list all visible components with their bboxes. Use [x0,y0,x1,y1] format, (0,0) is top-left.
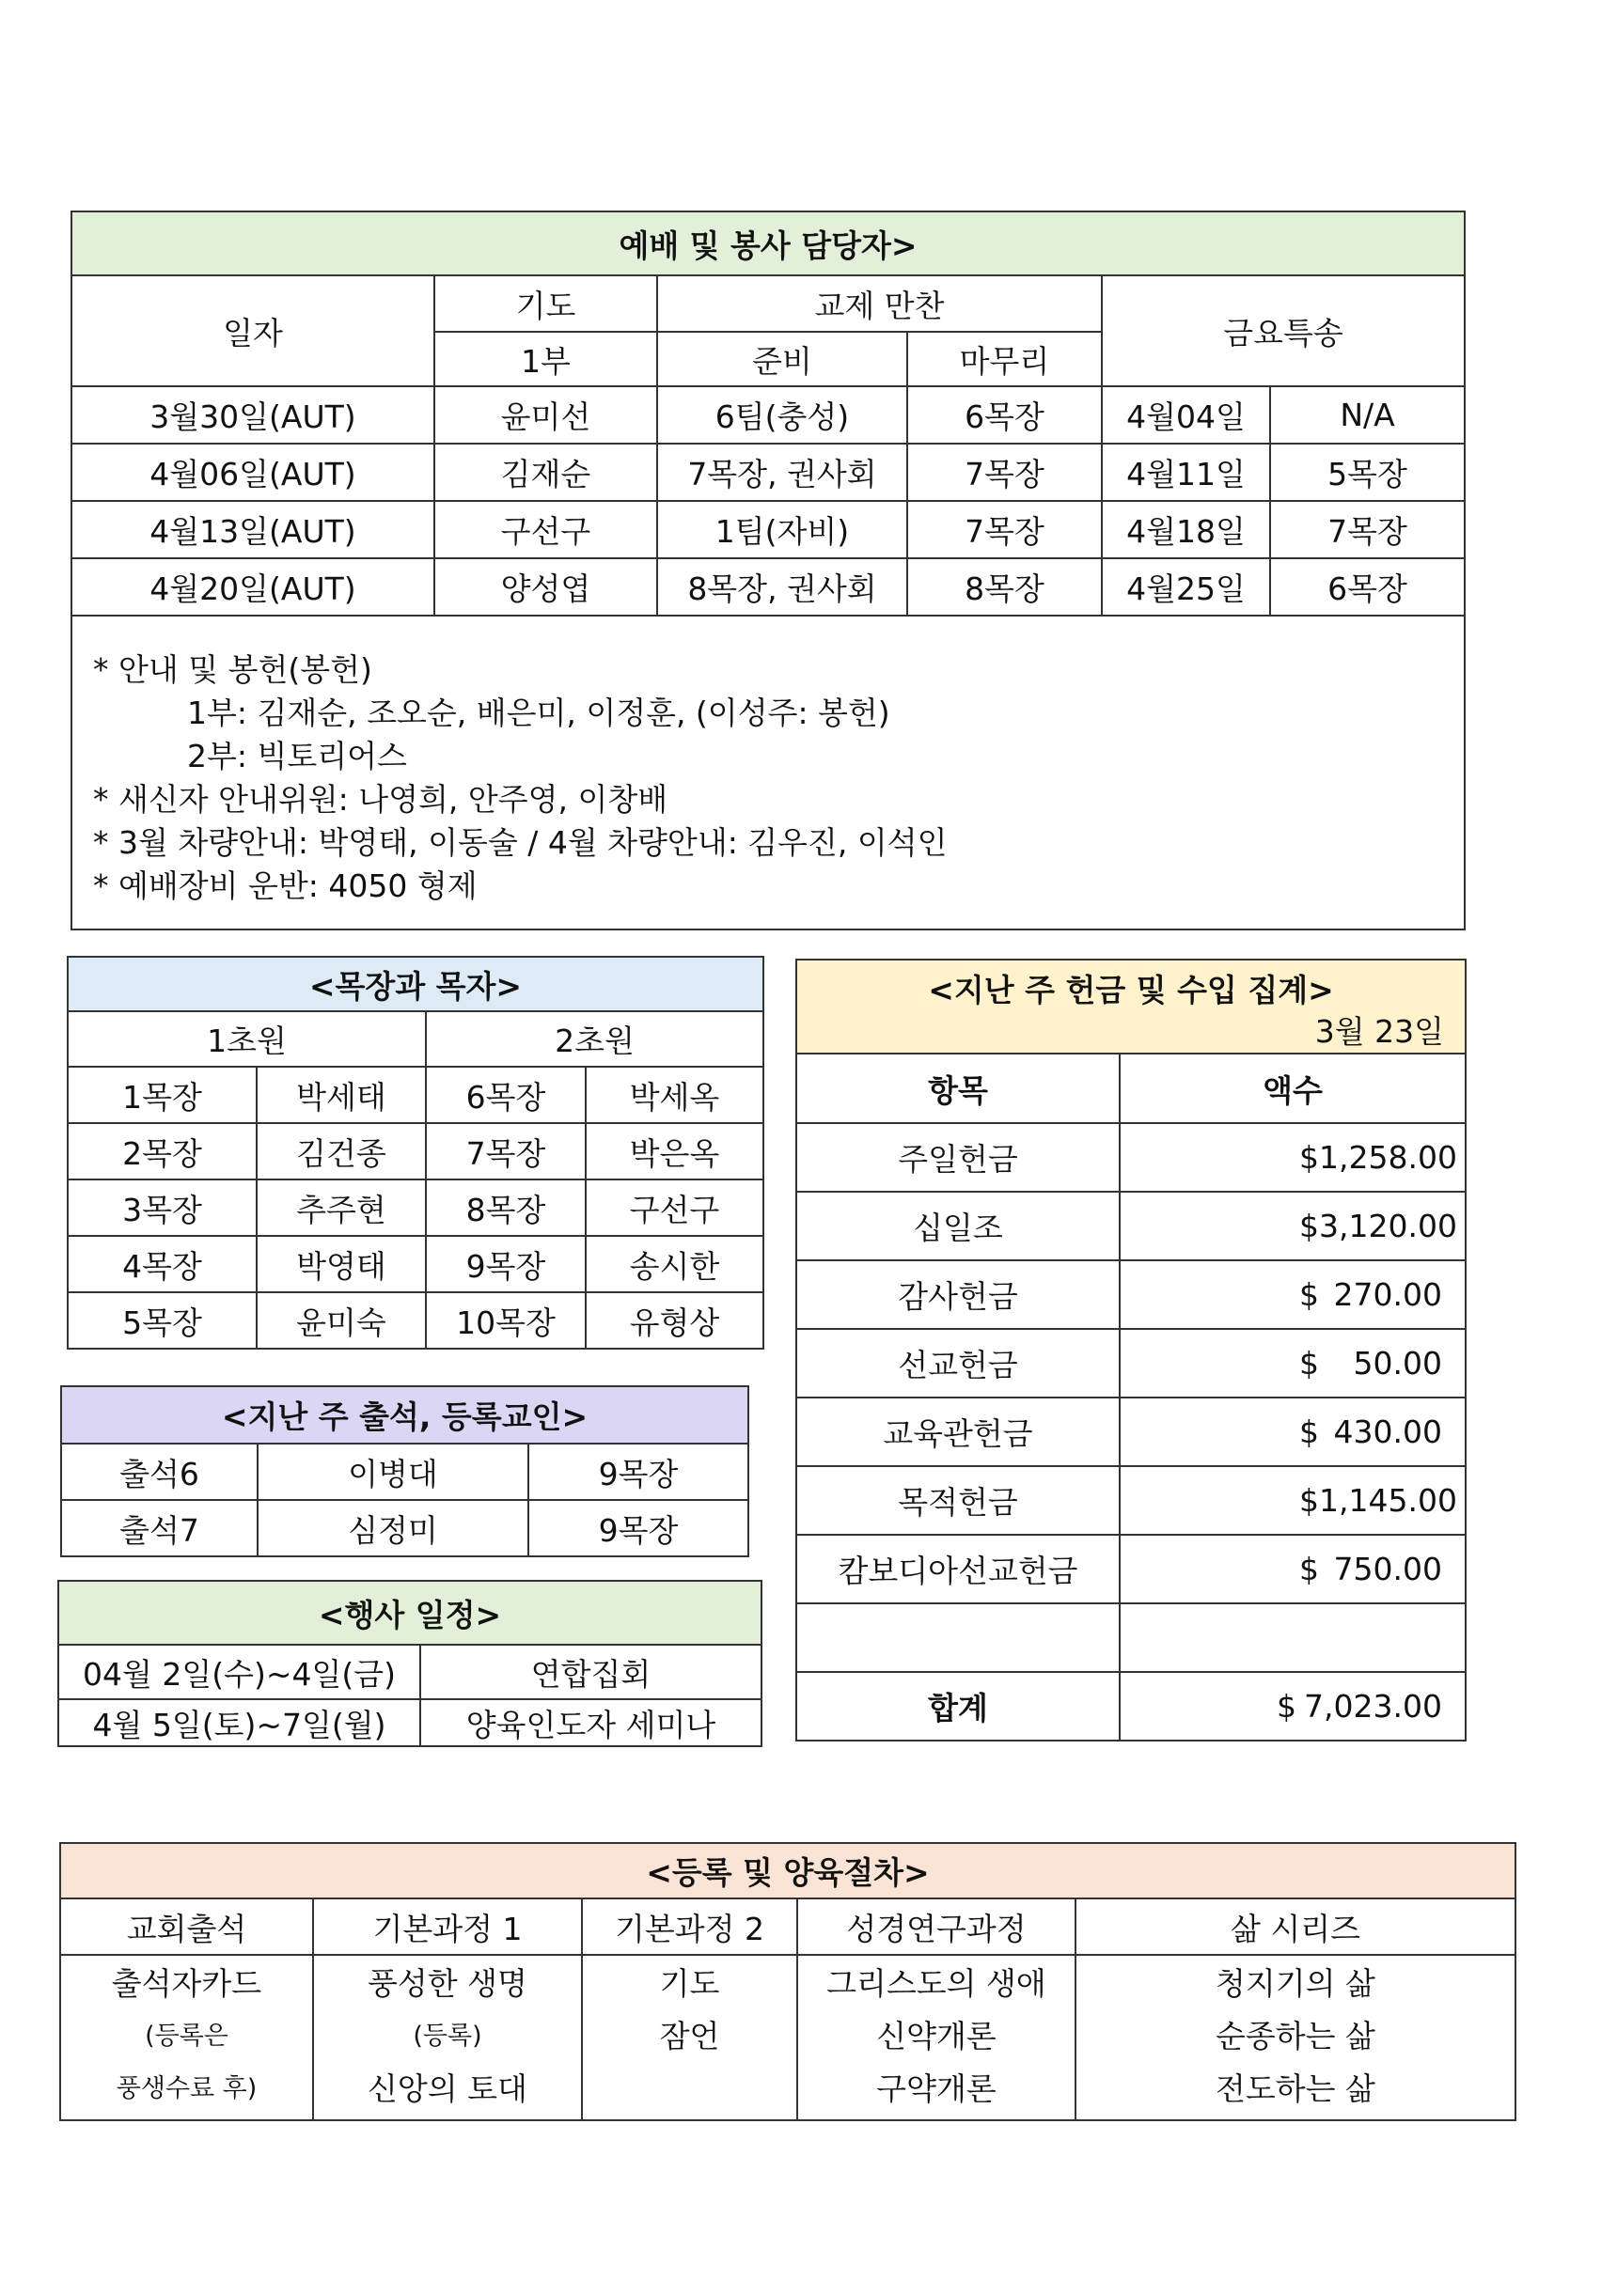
friday-team-cell: 5목장 [1270,444,1465,501]
member-name-cell: 심정미 [258,1500,528,1556]
process-item: 출석자카드 [111,1965,262,2002]
prep-cell: 1팀(자비) [657,501,907,558]
date-cell: 4월20일(AUT) [71,558,434,616]
amount-value: 50.00 [1353,1345,1442,1382]
mokjang-cell: 5목장 [68,1292,257,1349]
process-col-header: 기본과정 2 [582,1898,797,1955]
table-row [796,1192,1466,1260]
empty-cell [796,1603,1120,1672]
offering-amount-cell [1120,1192,1466,1260]
table-row [71,558,1465,616]
leader-cell: 추주현 [257,1179,426,1236]
col-date-header: 일자 [71,275,434,386]
table-row [796,1535,1466,1603]
process-col-header: 교회출석 [60,1898,313,1955]
currency-symbol: $ [1299,1276,1319,1313]
leader-cell: 박세옥 [586,1067,763,1123]
offering-item-cell: 주일헌금 [796,1123,1120,1192]
events-table [57,1580,762,1747]
friday-team-cell: 7목장 [1270,501,1465,558]
leader-cell: 박세태 [257,1067,426,1123]
process-item: 구약개론 [876,2070,997,2107]
offering-item-cell: 캄보디아선교헌금 [796,1535,1120,1603]
friday-date-cell: 4월04일 [1102,386,1270,444]
amount-value: 1,145.00 [1319,1482,1457,1519]
event-name-cell: 연합집회 [420,1645,761,1699]
offering-amount-cell [1120,1466,1466,1535]
worship-notes [71,616,1465,929]
prep-cell: 8목장, 권사회 [657,558,907,616]
shepherds-title: <목장과 목자> [68,957,763,1011]
process-item: 풍생수료 후) [116,2074,258,2103]
prayer-cell: 양성엽 [434,558,657,616]
currency-symbol: $ [1299,1345,1319,1382]
friday-team-cell: N/A [1270,386,1465,444]
table-row [71,444,1465,501]
table-row [71,501,1465,558]
group1-header: 1초원 [68,1011,426,1067]
finish-cell: 6목장 [907,386,1102,444]
prayer-cell: 구선구 [434,501,657,558]
table-row [71,386,1465,444]
leader-cell: 김건종 [257,1123,426,1179]
currency-symbol: $ [1299,1414,1319,1450]
table-row [68,1179,763,1236]
table-row [68,1236,763,1292]
mokjang-cell: 8목장 [426,1179,586,1236]
offering-title: <지난 주 헌금 및 수입 집계> [928,972,1334,1008]
leader-cell: 유형상 [586,1292,763,1349]
total-amount-cell [1120,1672,1466,1741]
col-item-header: 항목 [796,1054,1120,1123]
process-item: 신약개론 [876,2018,997,2054]
process-item: 기도 [659,1965,720,2002]
attendance-label-cell: 출석6 [61,1444,258,1500]
offering-item-cell: 선교헌금 [796,1329,1120,1398]
amount-value: 750.00 [1333,1551,1442,1587]
process-title: <등록 및 양육절차> [60,1843,1515,1898]
process-cell [1075,1955,1515,2120]
note-line: * 새신자 안내위원: 나영희, 안주영, 이창배 [93,781,668,818]
worship-table [71,211,1466,930]
finish-cell: 7목장 [907,444,1102,501]
leader-cell: 송시한 [586,1236,763,1292]
shepherds-table [67,956,764,1350]
offering-table [795,959,1467,1742]
mokjang-cell: 10목장 [426,1292,586,1349]
mokjang-cell: 1목장 [68,1067,257,1123]
offering-amount-cell [1120,1535,1466,1603]
process-table [59,1842,1516,2121]
mokjang-cell: 9목장 [528,1444,748,1500]
mokjang-cell: 3목장 [68,1179,257,1236]
table-row [796,1123,1466,1192]
attendance-label-cell: 출석7 [61,1500,258,1556]
col-finish-header: 마무리 [907,332,1102,386]
event-name-cell: 양육인도자 세미나 [420,1699,761,1746]
table-row [68,1123,763,1179]
process-item: (등록) [413,2022,482,2051]
events-title: <행사 일정> [58,1581,761,1645]
finish-cell: 7목장 [907,501,1102,558]
date-cell: 3월30일(AUT) [71,386,434,444]
process-cell [60,1955,313,2120]
currency-symbol: $ [1299,1482,1319,1519]
process-cell [582,1955,797,2120]
process-cell [313,1955,582,2120]
total-amount: 7,023.00 [1304,1688,1442,1725]
empty-cell [1120,1603,1466,1672]
table-row [796,1260,1466,1329]
prayer-cell: 김재순 [434,444,657,501]
offering-item-cell: 십일조 [796,1192,1120,1260]
attendance-table [60,1385,749,1557]
offering-header [796,960,1466,1054]
note-line: * 안내 및 봉헌(봉헌) [93,651,372,688]
currency-symbol: $ [1299,1139,1319,1176]
amount-value: 1,258.00 [1319,1139,1457,1176]
process-item: 순종하는 삶 [1216,2018,1375,2054]
currency-symbol: $ [1299,1208,1319,1244]
mokjang-cell: 6목장 [426,1067,586,1123]
process-col-header: 기본과정 1 [313,1898,582,1955]
note-line: * 3월 차량안내: 박영태, 이동술 / 4월 차량안내: 김우진, 이석인 [93,824,948,861]
mokjang-cell: 2목장 [68,1123,257,1179]
col-amount-header: 액수 [1120,1054,1466,1123]
finish-cell: 8목장 [907,558,1102,616]
process-item: 그리스도의 생애 [826,1965,1046,2002]
member-name-cell: 이병대 [258,1444,528,1500]
table-row [796,1398,1466,1466]
offering-amount-cell [1120,1329,1466,1398]
group2-header: 2초원 [426,1011,763,1067]
process-item: 신앙의 토대 [368,2070,527,2107]
note-line: 2부: 빅토리어스 [187,738,407,774]
table-row [61,1444,748,1500]
total-row [796,1672,1466,1741]
event-date-cell: 04월 2일(수)~4일(금) [58,1645,420,1699]
friday-date-cell: 4월11일 [1102,444,1270,501]
table-row [68,1292,763,1349]
leader-cell: 윤미숙 [257,1292,426,1349]
total-label: 합계 [796,1672,1120,1741]
friday-team-cell: 6목장 [1270,558,1465,616]
date-cell: 4월06일(AUT) [71,444,434,501]
leader-cell: 박은옥 [586,1123,763,1179]
amount-value: 270.00 [1333,1276,1442,1313]
table-row [61,1500,748,1556]
table-row [68,1067,763,1123]
col-friday-header: 금요특송 [1102,275,1465,386]
mokjang-cell: 4목장 [68,1236,257,1292]
offering-item-cell: 목적헌금 [796,1466,1120,1535]
offering-amount-cell [1120,1398,1466,1466]
prayer-cell: 윤미선 [434,386,657,444]
col-prayer-sub: 1부 [434,332,657,386]
process-item: 풍성한 생명 [368,1965,527,2002]
prep-cell: 7목장, 권사회 [657,444,907,501]
leader-cell: 구선구 [586,1179,763,1236]
table-row [796,1329,1466,1398]
col-prayer-header: 기도 [434,275,657,332]
mokjang-cell: 9목장 [426,1236,586,1292]
offering-date: 3월 23일 [1314,1013,1444,1050]
process-col-header: 삶 시리즈 [1075,1898,1515,1955]
process-col-header: 성경연구과정 [797,1898,1075,1955]
note-line: 1부: 김재순, 조오순, 배은미, 이정훈, (이성주: 봉헌) [187,695,890,731]
amount-value: 430.00 [1333,1414,1442,1450]
col-prep-header: 준비 [657,332,907,386]
currency-symbol: $ [1299,1551,1319,1587]
mokjang-cell: 9목장 [528,1500,748,1556]
process-item: 전도하는 삶 [1216,2070,1375,2107]
amount-value: 3,120.00 [1319,1208,1457,1244]
currency-symbol: $ [1277,1688,1297,1725]
note-line: * 예배장비 운반: 4050 형제 [93,867,478,904]
friday-date-cell: 4월18일 [1102,501,1270,558]
offering-item-cell: 감사헌금 [796,1260,1120,1329]
mokjang-cell: 7목장 [426,1123,586,1179]
offering-amount-cell [1120,1123,1466,1192]
table-row [796,1466,1466,1535]
col-fellowship-header: 교제 만찬 [657,275,1102,332]
table-row [796,1603,1466,1672]
friday-date-cell: 4월25일 [1102,558,1270,616]
date-cell: 4월13일(AUT) [71,501,434,558]
table-row [58,1645,761,1699]
event-date-cell: 4월 5일(토)~7일(월) [58,1699,420,1746]
worship-title: 예배 및 봉사 담당자> [71,211,1465,275]
offering-item-cell: 교육관헌금 [796,1398,1120,1466]
process-item: (등록은 [145,2022,228,2051]
leader-cell: 박영태 [257,1236,426,1292]
table-row [58,1699,761,1746]
process-item: 청지기의 삶 [1216,1965,1375,2002]
attendance-title: <지난 주 출석, 등록교인> [61,1386,748,1444]
process-item: 잠언 [659,2018,720,2054]
offering-amount-cell [1120,1260,1466,1329]
prep-cell: 6팀(충성) [657,386,907,444]
process-cell [797,1955,1075,2120]
